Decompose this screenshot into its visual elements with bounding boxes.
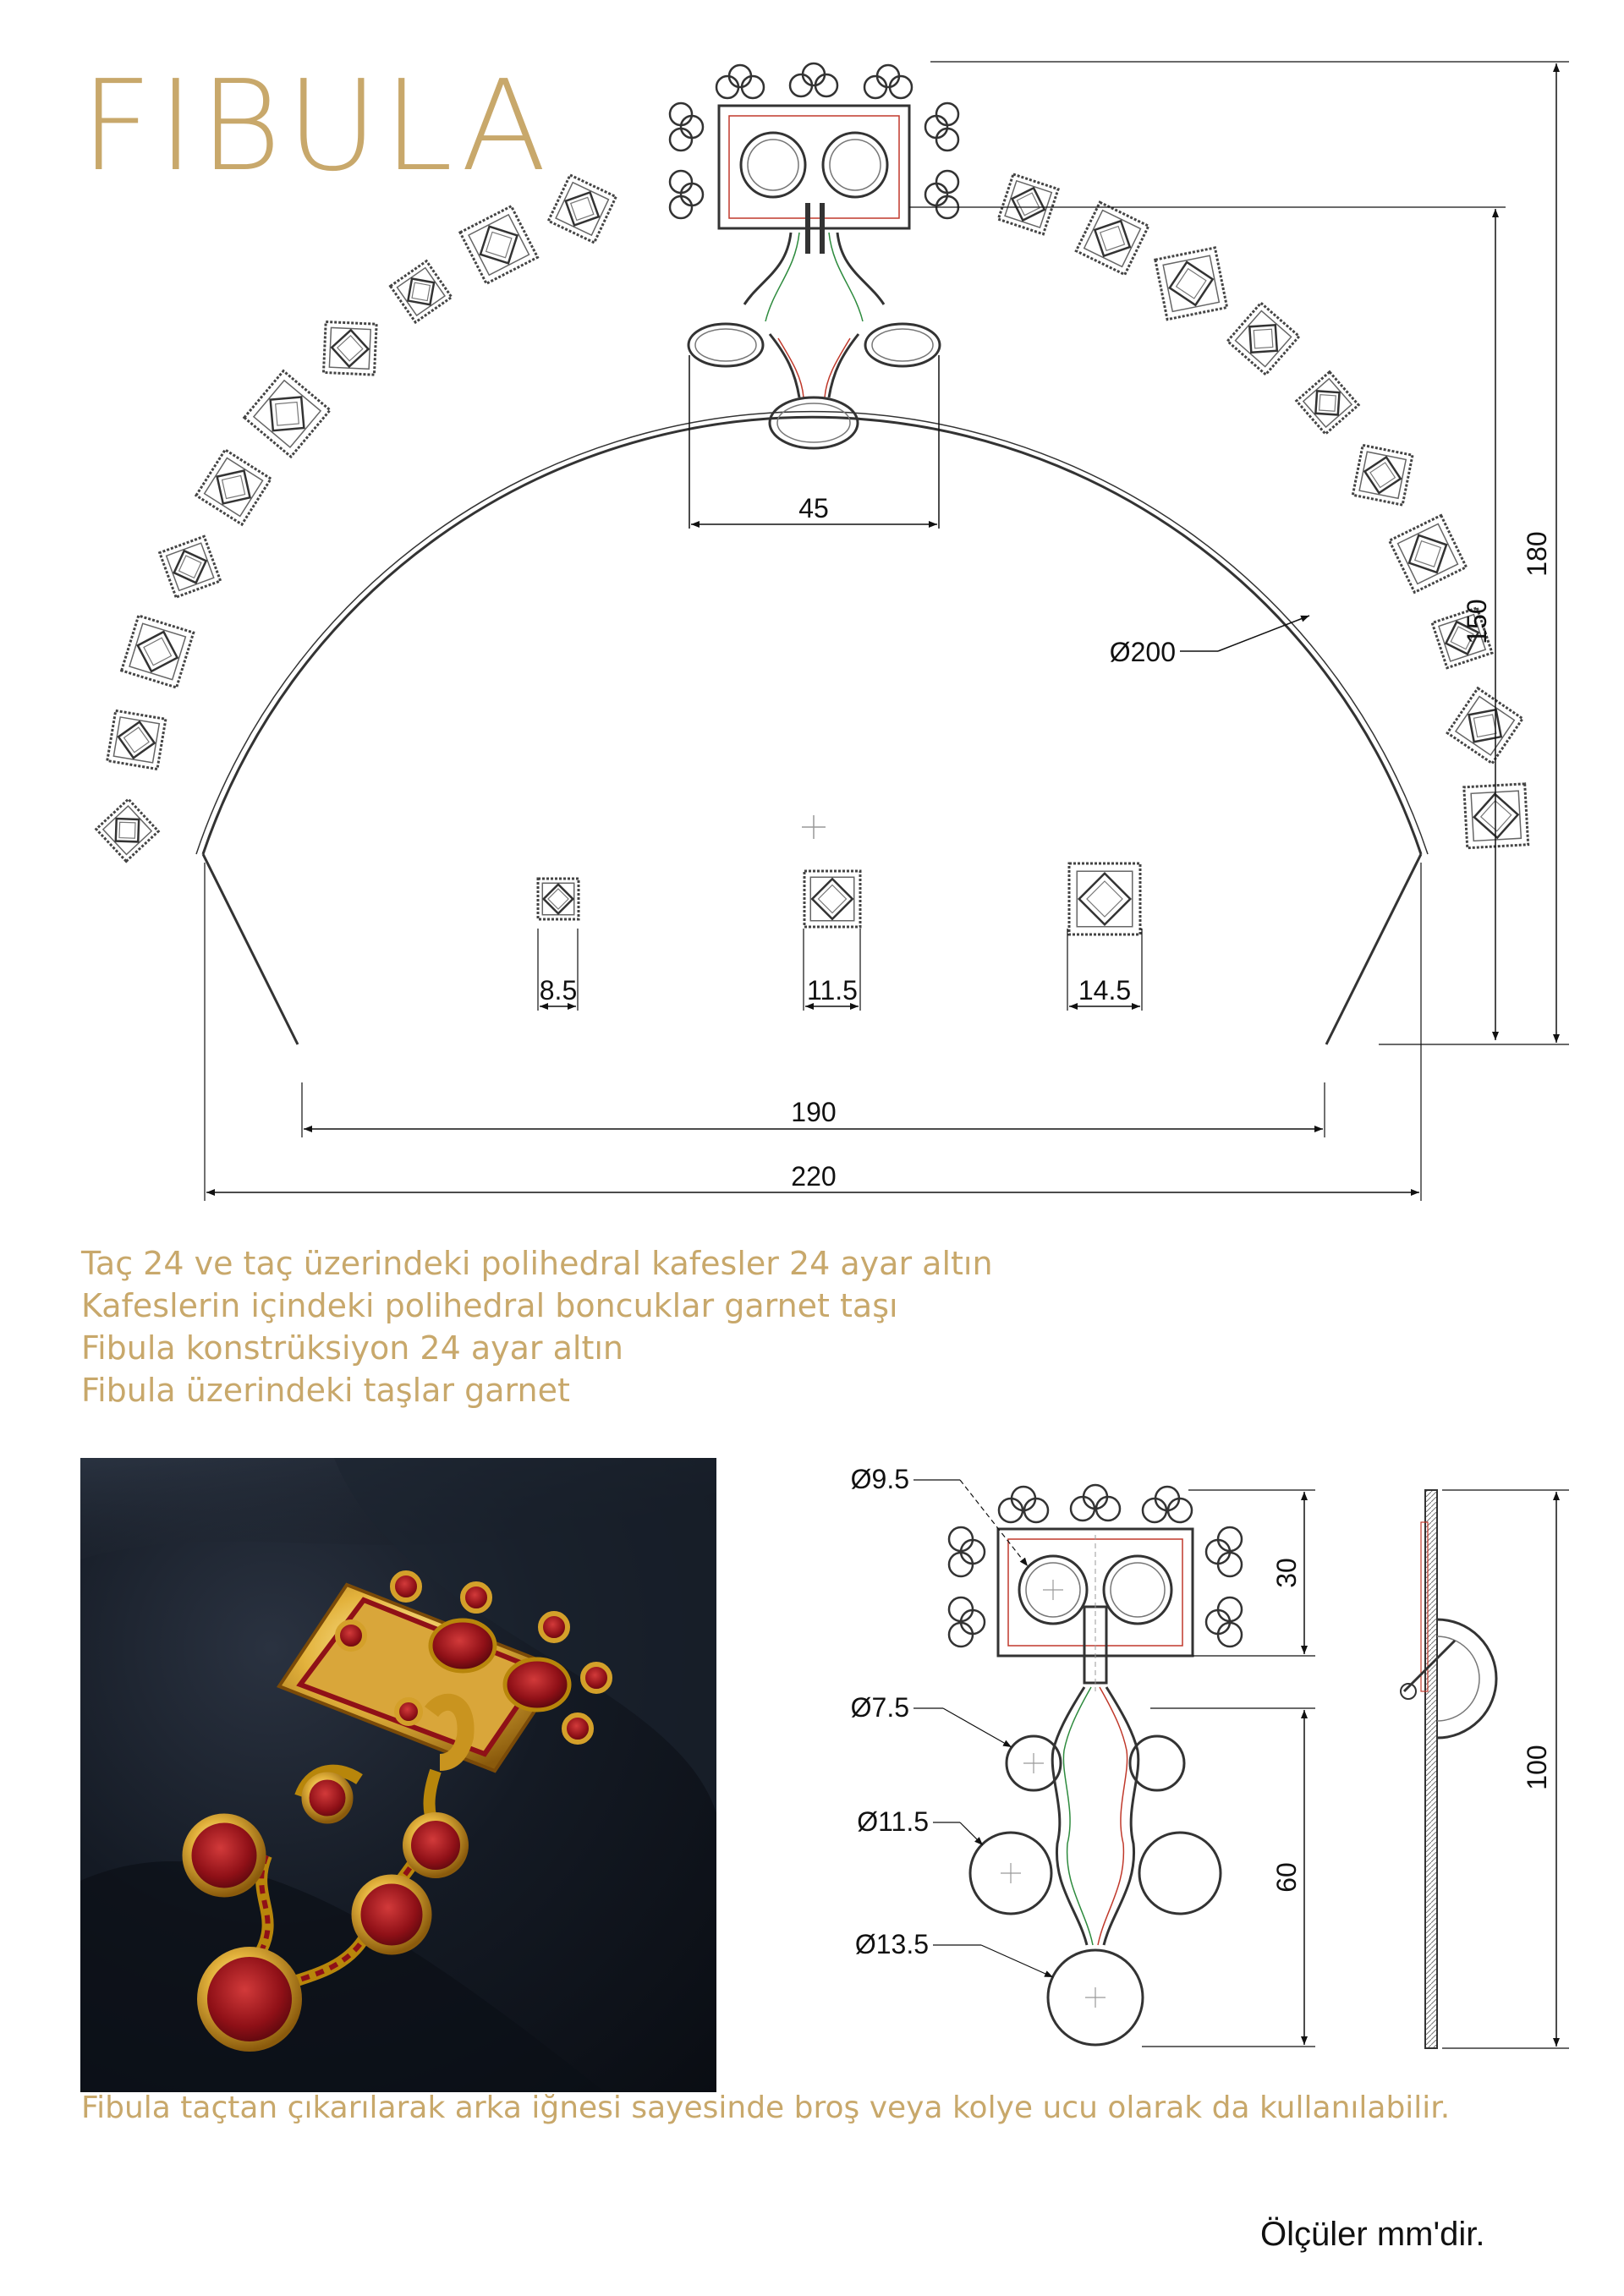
crown-cage — [548, 175, 616, 243]
page-title: FIBULA — [80, 53, 552, 199]
crown-cage — [96, 799, 158, 861]
dimension-top-circle — [851, 1464, 1028, 1566]
crown-cage — [460, 206, 538, 284]
fibula-detail-side — [1401, 1490, 1569, 2048]
crown-cage — [1447, 688, 1522, 764]
crown-cage — [1076, 202, 1149, 275]
dimension-label-220: 220 — [791, 1161, 837, 1192]
crown-cage — [1227, 303, 1299, 375]
dimension-crown-diameter — [1110, 616, 1309, 667]
fibula-detail-front — [949, 1485, 1242, 2045]
crown-cage — [107, 710, 166, 769]
crown-cage — [323, 322, 376, 375]
dimension-width-190 — [302, 1082, 1325, 1137]
dimension-label-30: 30 — [1271, 1558, 1302, 1588]
dimension-circle-small — [851, 1692, 1012, 1747]
crown-cage — [998, 174, 1058, 234]
crown-cage — [1297, 372, 1358, 434]
dimension-cage-small — [538, 929, 578, 1011]
dimension-label-150: 150 — [1462, 599, 1492, 644]
dimension-label-180: 180 — [1522, 531, 1552, 577]
dimension-height-180 — [930, 62, 1569, 1044]
dimension-label-diameter-9-5: Ø9.5 — [850, 1464, 909, 1494]
dimension-circle-medium — [857, 1806, 983, 1845]
crown-cage — [391, 261, 452, 322]
dimension-label-60: 60 — [1271, 1862, 1302, 1893]
dimension-cage-medium — [804, 929, 860, 1011]
fibula-render-photo — [80, 1458, 716, 2092]
dimension-label-diameter-11-5: Ø11.5 — [857, 1806, 929, 1837]
description-line-4: Fibula üzerindeki taşlar garnet — [81, 1372, 570, 1409]
cage-sample-small — [538, 879, 579, 919]
description-line-3: Fibula konstrüksiyon 24 ayar altın — [81, 1329, 624, 1367]
crown-cage — [1352, 445, 1413, 505]
cage-samples — [538, 863, 1140, 934]
dimension-width-220 — [205, 863, 1421, 1201]
dimension-cage-large — [1067, 929, 1142, 1011]
usage-note: Fibula taçtan çıkarılarak arka iğnesi sayesinde broş veya kolye ucu olarak da kullanılabilir. — [81, 2091, 1451, 2125]
crown-cage — [122, 616, 194, 688]
dimension-label-45: 45 — [798, 493, 829, 523]
crown-cage — [1390, 515, 1467, 592]
dimension-label-190: 190 — [791, 1097, 837, 1127]
dimension-label-8-5: 8.5 — [539, 975, 578, 1006]
dimension-label-diameter-13-5: Ø13.5 — [854, 1929, 929, 1959]
centre-mark — [802, 815, 826, 839]
description-line-2: Kafeslerin içindeki polihedral boncuklar garnet taşı — [81, 1287, 898, 1324]
crown-cage — [1155, 248, 1227, 320]
dimension-top-height — [1188, 1490, 1315, 1656]
fibula-on-crown — [670, 63, 958, 448]
crown-cage — [244, 371, 330, 457]
description-line-1: Taç 24 ve taç üzerindeki polihedral kafesler 24 ayar altın — [81, 1245, 993, 1282]
crown-cage — [160, 536, 221, 597]
cage-sample-large — [1069, 863, 1140, 934]
dimension-height-150 — [909, 207, 1506, 1040]
dimension-label-diameter-7-5: Ø7.5 — [850, 1692, 909, 1723]
dimension-label-14-5: 14.5 — [1078, 975, 1132, 1006]
dimension-bottom-height — [1142, 1708, 1315, 2047]
dimension-label-100: 100 — [1522, 1745, 1552, 1790]
dimension-label-11-5: 11.5 — [807, 975, 858, 1006]
cage-sample-medium — [804, 871, 860, 927]
crown-cage — [196, 450, 271, 524]
dimension-circle-large — [855, 1929, 1053, 1977]
units-note: Ölçüler mm'dir. — [1260, 2216, 1485, 2253]
dimension-label-diameter-200: Ø200 — [1109, 637, 1176, 667]
